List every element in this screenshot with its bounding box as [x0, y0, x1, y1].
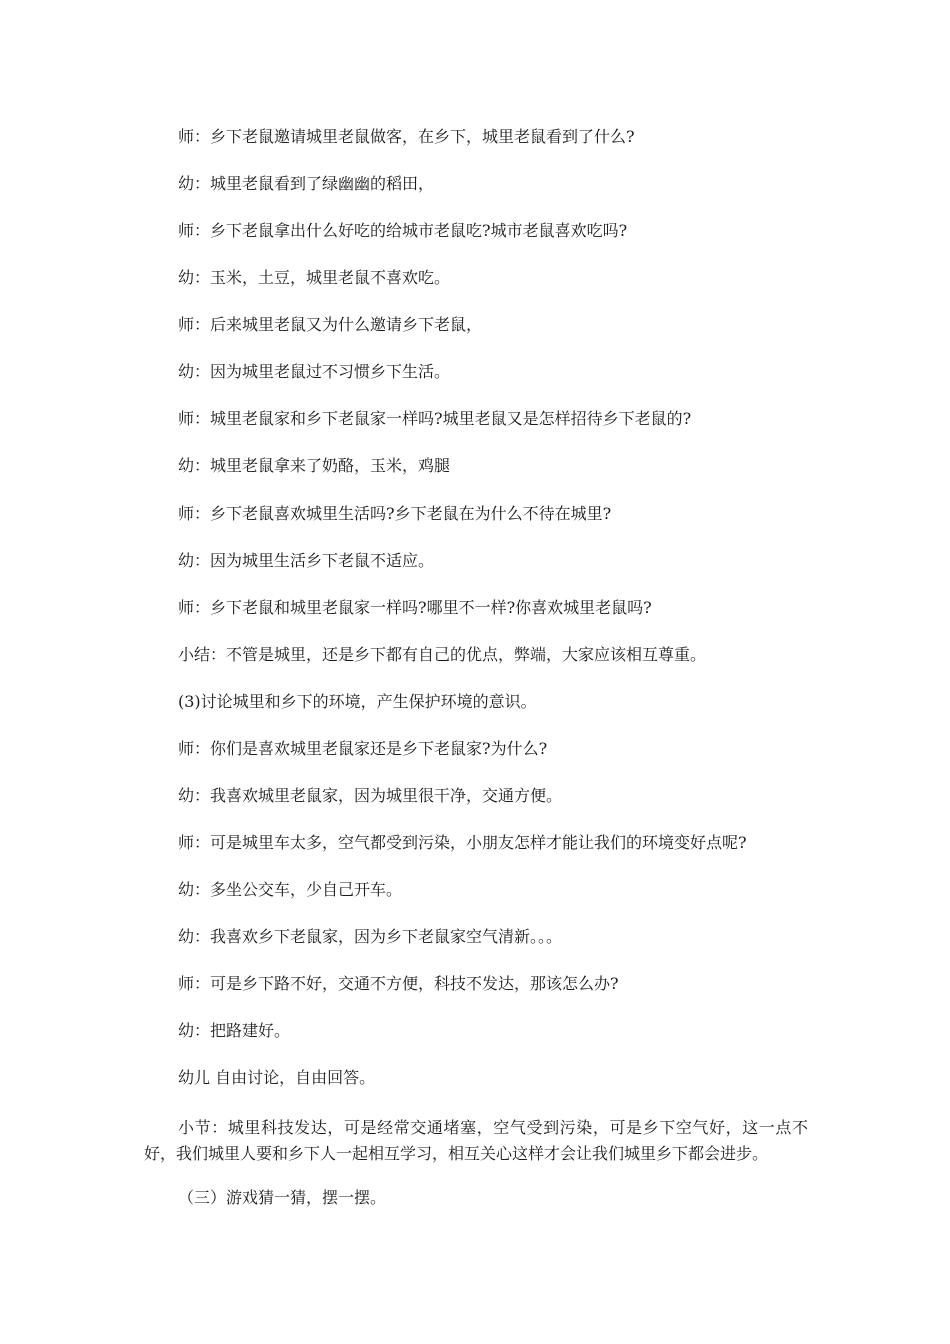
dialogue-line: 幼：把路建好。 [178, 1021, 291, 1040]
dialogue-line: 幼：多坐公交车，少自己开车。 [178, 880, 403, 899]
dialogue-line: 幼：城里老鼠看到了绿幽幽的稻田， [178, 174, 435, 193]
dialogue-line: 师：乡下老鼠喜欢城里生活吗?乡下老鼠在为什么不待在城里? [178, 504, 612, 523]
dialogue-line: 幼：因为城里老鼠过不习惯乡下生活。 [178, 362, 451, 381]
dialogue-line: 幼：我喜欢乡下老鼠家，因为乡下老鼠家空气清新。。。 [178, 927, 563, 946]
dialogue-line: 幼：玉米，土豆，城里老鼠不喜欢吃。 [178, 268, 451, 287]
dialogue-line: 师：你们是喜欢城里老鼠家还是乡下老鼠家?为什么? [178, 739, 548, 758]
summary-line: 小结：不管是城里，还是乡下都有自己的优点，弊端，大家应该相互尊重。 [178, 645, 707, 664]
discussion-heading: (3)讨论城里和乡下的环境，产生保护环境的意识。 [178, 692, 537, 711]
dialogue-line: 师：乡下老鼠和城里老鼠家一样吗?哪里不一样?你喜欢城里老鼠吗? [178, 598, 652, 617]
dialogue-line: 师：城里老鼠家和乡下老鼠家一样吗?城里老鼠又是怎样招待乡下老鼠的? [178, 409, 692, 428]
dialogue-line: 师：可是城里车太多，空气都受到污染，小朋友怎样才能让我们的环境变好点呢? [178, 833, 747, 852]
dialogue-line: 幼：我喜欢城里老鼠家，因为城里很干净，交通方便。 [178, 786, 563, 805]
dialogue-line: 师：乡下老鼠邀请城里老鼠做客，在乡下，城里老鼠看到了什么? [178, 127, 635, 146]
dialogue-line: 师：后来城里老鼠又为什么邀请乡下老鼠， [178, 315, 483, 334]
dialogue-line: 幼：因为城里生活乡下老鼠不适应。 [178, 551, 435, 570]
dialogue-line: 师：乡下老鼠拿出什么好吃的给城市老鼠吃?城市老鼠喜欢吃吗? [178, 221, 628, 240]
dialogue-line: 幼儿 自由讨论，自由回答。 [178, 1068, 376, 1087]
section-heading: （三）游戏猜一猜，摆一摆。 [178, 1188, 387, 1207]
summary-paragraph: 小节：城里科技发达，可是经常交通堵塞，空气受到污染，可是乡下空气好，这一点不好，我们城里人要和乡下人一起相互学习，相互关心这样才会让我们城里乡下都会进步。 [144, 1118, 808, 1163]
dialogue-line: 幼：城里老鼠拿来了奶酪，玉米，鸡腿 [178, 456, 451, 475]
dialogue-line: 师：可是乡下路不好，交通不方便，科技不发达，那该怎么办? [178, 974, 619, 993]
